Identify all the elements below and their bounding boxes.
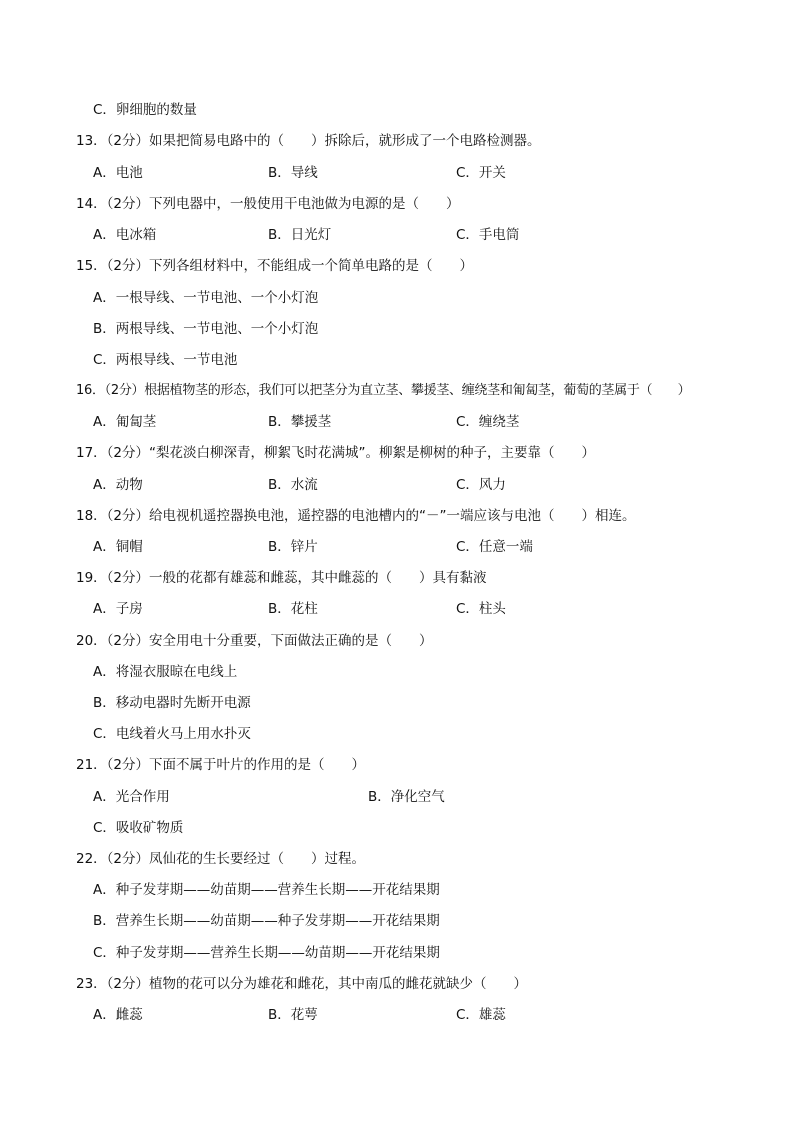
q16-option-b: B．攀援茎 <box>268 414 332 430</box>
q18-stem: 18．（2分）给电视机遥控器换电池，遥控器的电池槽内的“－”一端应该与电池（ ）相连。 <box>76 508 636 524</box>
q19-option-a: A．子房 <box>93 601 143 617</box>
q20-stem: 20．（2分）安全用电十分重要，下面做法正确的是（ ） <box>76 633 433 649</box>
q15-option-c: C．两根导线、一节电池 <box>93 352 238 368</box>
q13-option-a: A．电池 <box>93 165 143 181</box>
q13-option-b: B．导线 <box>268 165 318 181</box>
q12-option-c: C．卵细胞的数量 <box>93 102 197 118</box>
q13-stem: 13．（2分）如果把简易电路中的（ ）拆除后，就形成了一个电路检测器。 <box>76 133 541 149</box>
q15-option-b: B．两根导线、一节电池、一个小灯泡 <box>93 321 319 337</box>
q22-option-b: B．营养生长期——幼苗期——种子发芽期——开花结果期 <box>93 913 440 929</box>
q19-stem: 19．（2分）一般的花都有雄蕊和雌蕊，其中雌蕊的（ ）具有黏液 <box>76 570 487 586</box>
q21-option-a: A．光合作用 <box>93 789 170 805</box>
q15-stem: 15．（2分）下列各组材料中，不能组成一个简单电路的是（ ） <box>76 258 474 274</box>
q13-option-c: C．开关 <box>456 165 506 181</box>
q21-stem: 21．（2分）下面不属于叶片的作用的是（ ） <box>76 757 366 773</box>
q22-stem: 22．（2分）凤仙花的生长要经过（ ）过程。 <box>76 851 366 867</box>
q23-option-b: B．花萼 <box>268 1007 318 1023</box>
q21-option-b: B．净化空气 <box>368 789 445 805</box>
q15-option-a: A．一根导线、一节电池、一个小灯泡 <box>93 290 319 306</box>
q23-option-c: C．雄蕊 <box>456 1007 506 1023</box>
q20-option-c: C．电线着火马上用水扑灭 <box>93 726 251 742</box>
q23-option-a: A．雌蕊 <box>93 1007 143 1023</box>
q22-option-c: C．种子发芽期——营养生长期——幼苗期——开花结果期 <box>93 945 440 961</box>
q16-option-a: A．匍匐茎 <box>93 414 157 430</box>
q17-option-a: A．动物 <box>93 477 143 493</box>
q18-option-b: B．锌片 <box>268 539 318 555</box>
q16-option-c: C．缠绕茎 <box>456 414 520 430</box>
q16-stem: 16．（2分）根据植物茎的形态，我们可以把茎分为直立茎、攀援茎、缠绕茎和匍匐茎，葡萄的茎属于（ ） <box>76 383 691 398</box>
q17-stem: 17．（2分）“梨花淡白柳深青，柳絮飞时花满城”。柳絮是柳树的种子，主要靠（ ） <box>76 445 596 461</box>
q14-option-b: B．日光灯 <box>268 227 332 243</box>
q19-option-b: B．花柱 <box>268 601 318 617</box>
q17-option-b: B．水流 <box>268 477 318 493</box>
q21-option-c: C．吸收矿物质 <box>93 820 184 836</box>
q18-option-c: C．任意一端 <box>456 539 533 555</box>
q14-option-a: A．电冰箱 <box>93 227 157 243</box>
q19-option-c: C．柱头 <box>456 601 506 617</box>
q18-option-a: A．铜帽 <box>93 539 143 555</box>
q14-option-c: C．手电筒 <box>456 227 520 243</box>
q14-stem: 14．（2分）下列电器中，一般使用干电池做为电源的是（ ） <box>76 196 460 212</box>
q17-option-c: C．风力 <box>456 477 506 493</box>
q22-option-a: A．种子发芽期——幼苗期——营养生长期——开花结果期 <box>93 882 440 898</box>
q23-stem: 23．（2分）植物的花可以分为雄花和雌花，其中南瓜的雌花就缺少（ ） <box>76 976 528 992</box>
q20-option-a: A．将湿衣服晾在电线上 <box>93 664 238 680</box>
q20-option-b: B．移动电器时先断开电源 <box>93 695 251 711</box>
